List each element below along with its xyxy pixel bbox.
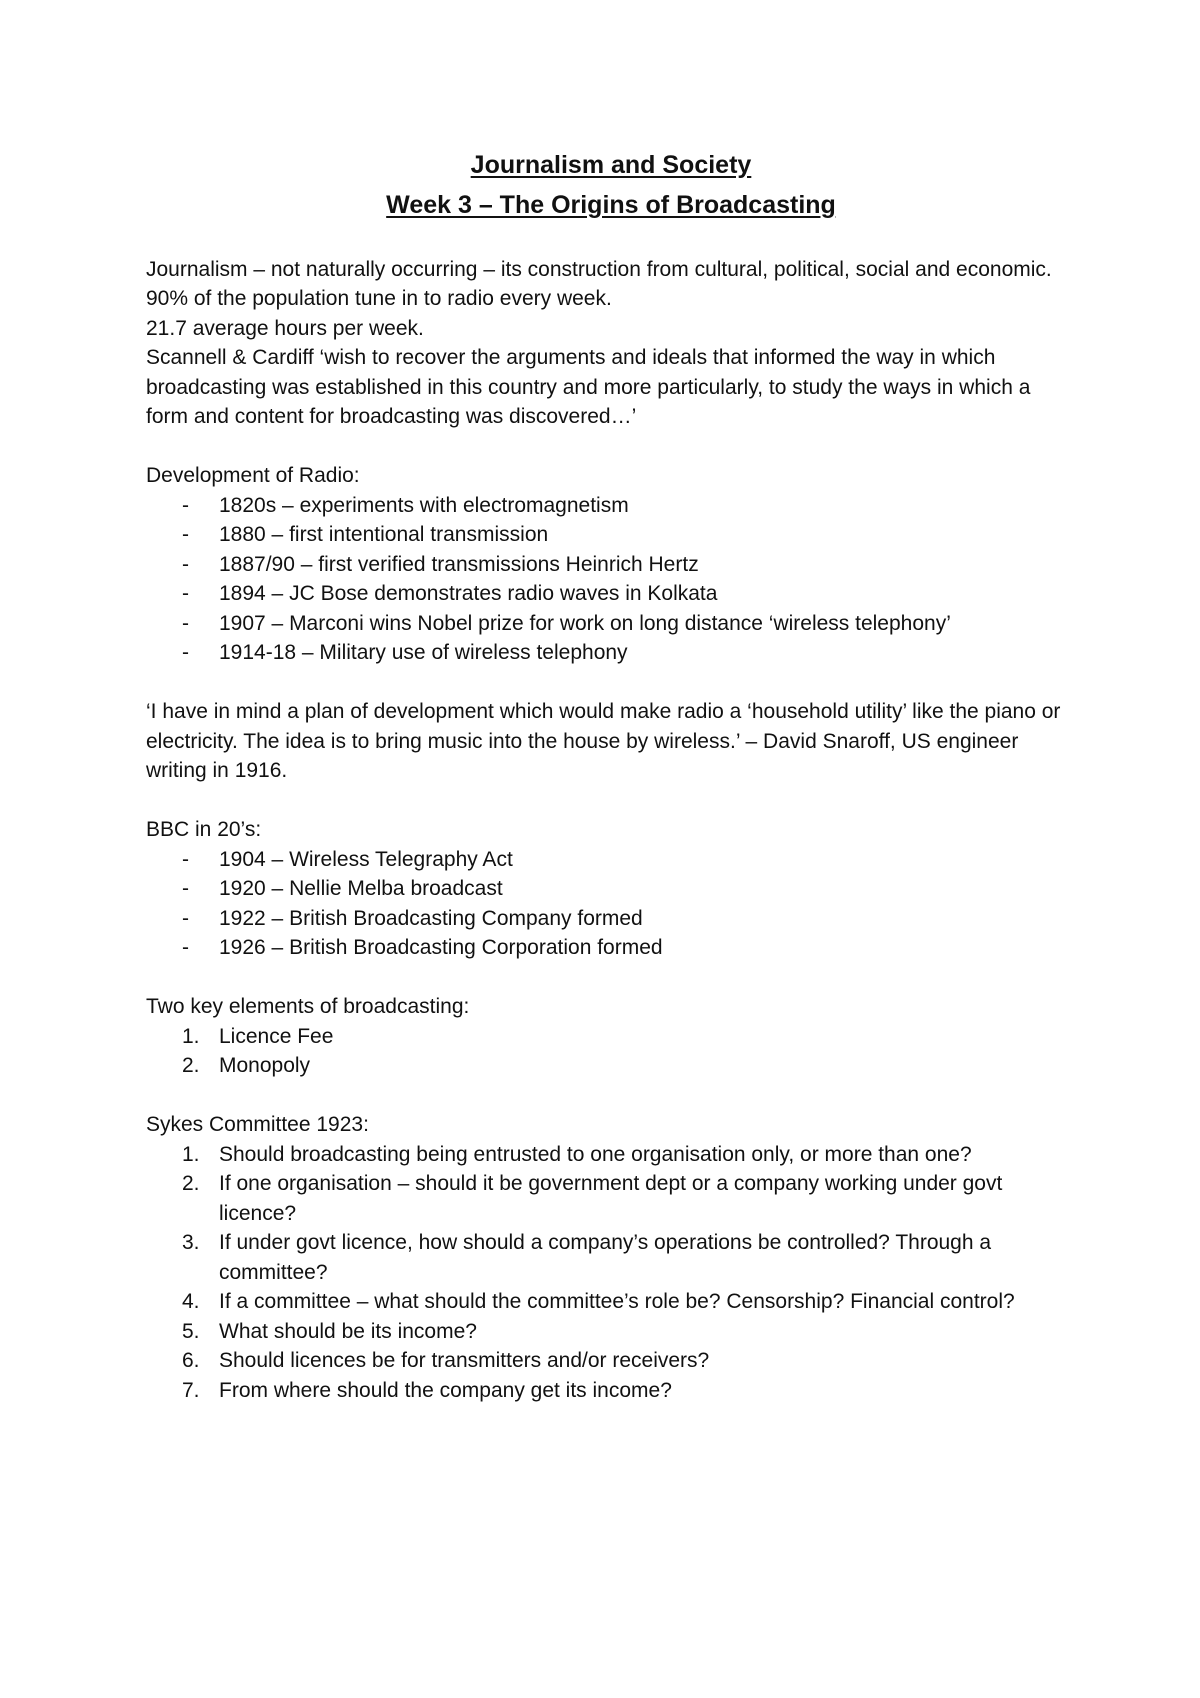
title-block: [146, 145, 1076, 225]
list-item-text: Should broadcasting being entrusted to one organisation only, or more than one?: [219, 1142, 972, 1166]
dash-bullet: -: [182, 936, 189, 959]
list-number: 3.: [182, 1231, 200, 1254]
list-item-text: 1907 – Marconi wins Nobel prize for work on long distance ‘wireless telephony’: [219, 611, 951, 635]
dash-bullet: -: [182, 582, 189, 605]
dash-bullet: -: [182, 493, 189, 517]
bbc-list: [146, 845, 1076, 963]
dash-bullet: -: [182, 847, 189, 871]
list-item-text: If a committee – what should the committee’s role be? Censorship? Financial control?: [219, 1290, 1015, 1313]
dash-bullet: -: [182, 552, 189, 576]
list-number: 6.: [182, 1349, 200, 1372]
spacer: [146, 432, 1076, 462]
spacer: [146, 668, 1076, 698]
list-number: 7.: [182, 1378, 200, 1402]
document-body: [146, 145, 1076, 1405]
bbc-heading: BBC in 20’s:: [146, 818, 262, 841]
list-item: [146, 579, 1076, 609]
key-elements-section: [146, 992, 1076, 1081]
sykes-list: [146, 1140, 1076, 1406]
list-item-text: 1904 – Wireless Telegraphy Act: [219, 847, 513, 871]
dash-bullet: -: [182, 611, 189, 635]
dash-bullet: -: [182, 523, 189, 546]
intro-paragraph: 21.7 average hours per week.: [146, 316, 424, 340]
radio-section: [146, 461, 1076, 668]
key-elements-heading: Two key elements of broadcasting:: [146, 995, 470, 1018]
dash-bullet: -: [182, 877, 189, 900]
list-item: [146, 1022, 1076, 1052]
list-number: 1.: [182, 1142, 200, 1166]
list-item-text: 1820s – experiments with electromagnetism: [219, 493, 629, 517]
list-item: [146, 1317, 1076, 1347]
list-item: [146, 874, 1076, 904]
radio-heading: Development of Radio:: [146, 464, 360, 487]
document-title: Journalism and Society: [470, 151, 752, 179]
document-subtitle: Week 3 – The Origins of Broadcasting: [386, 191, 836, 219]
list-item: [146, 1287, 1076, 1317]
dash-bullet: -: [182, 906, 189, 930]
spacer: [146, 786, 1076, 816]
list-number: 5.: [182, 1319, 200, 1343]
list-item-text: What should be its income?: [219, 1319, 477, 1343]
list-item-text: From where should the company get its income?: [219, 1378, 672, 1402]
list-item-text: 1926 – British Broadcasting Corporation formed: [219, 936, 663, 959]
list-item: [146, 491, 1076, 521]
list-item-text: 1880 – first intentional transmission: [219, 523, 549, 546]
key-elements-list: [146, 1022, 1076, 1081]
list-item: [146, 550, 1076, 580]
list-item: [146, 1140, 1076, 1170]
list-item-text: 1887/90 – first verified transmissions Heinrich Hertz: [219, 552, 699, 576]
list-item: [146, 845, 1076, 875]
sykes-section: [146, 1110, 1076, 1405]
list-item-text: If under govt licence, how should a company’s operations be controlled? Through a committee?: [219, 1231, 992, 1284]
list-item: [146, 1228, 1076, 1287]
dash-bullet: -: [182, 641, 189, 664]
list-item: [146, 933, 1076, 963]
quote-paragraph: ‘I have in mind a plan of development which would make radio a ‘household utility’ like the piano or electricity. The idea is to bring music into the house by wireless.’ – David Snaroff, US engineer writing in 1916.: [146, 700, 1061, 782]
list-item-text: If one organisation – should it be government dept or a company working under govt licence?: [219, 1172, 1003, 1225]
list-item-text: 1922 – British Broadcasting Company formed: [219, 906, 643, 930]
list-item-text: Monopoly: [219, 1054, 311, 1077]
list-item: [146, 1169, 1076, 1228]
intro-paragraph: Journalism – not naturally occurring – its construction from cultural, political, social and economic.: [146, 257, 1052, 281]
intro-paragraph: 90% of the population tune in to radio every week.: [146, 287, 612, 310]
list-item: [146, 1376, 1076, 1406]
list-item-text: Should licences be for transmitters and/or receivers?: [219, 1349, 710, 1372]
sykes-heading: Sykes Committee 1923:: [146, 1113, 369, 1136]
list-number: 2.: [182, 1172, 200, 1195]
list-number: 4.: [182, 1290, 200, 1313]
bbc-section: [146, 815, 1076, 963]
radio-list: [146, 491, 1076, 668]
list-item: [146, 638, 1076, 668]
list-item-text: 1914-18 – Military use of wireless telephony: [219, 641, 628, 664]
spacer: [146, 1081, 1076, 1111]
list-item: [146, 904, 1076, 934]
list-number: 2.: [182, 1054, 200, 1077]
intro-section: [146, 255, 1076, 432]
list-item: [146, 609, 1076, 639]
list-item-text: 1920 – Nellie Melba broadcast: [219, 877, 503, 900]
intro-paragraph: Scannell & Cardiff ‘wish to recover the arguments and ideals that informed the way in which broadcasting was established in this country and more particularly, to study the ways in which a form and content for broadcasting was discovered…’: [146, 346, 1031, 428]
spacer: [146, 963, 1076, 993]
list-item: [146, 1051, 1076, 1081]
list-item: [146, 1346, 1076, 1376]
list-number: 1.: [182, 1024, 200, 1048]
list-item: [146, 520, 1076, 550]
list-item-text: 1894 – JC Bose demonstrates radio waves in Kolkata: [219, 582, 718, 605]
list-item-text: Licence Fee: [219, 1024, 334, 1048]
